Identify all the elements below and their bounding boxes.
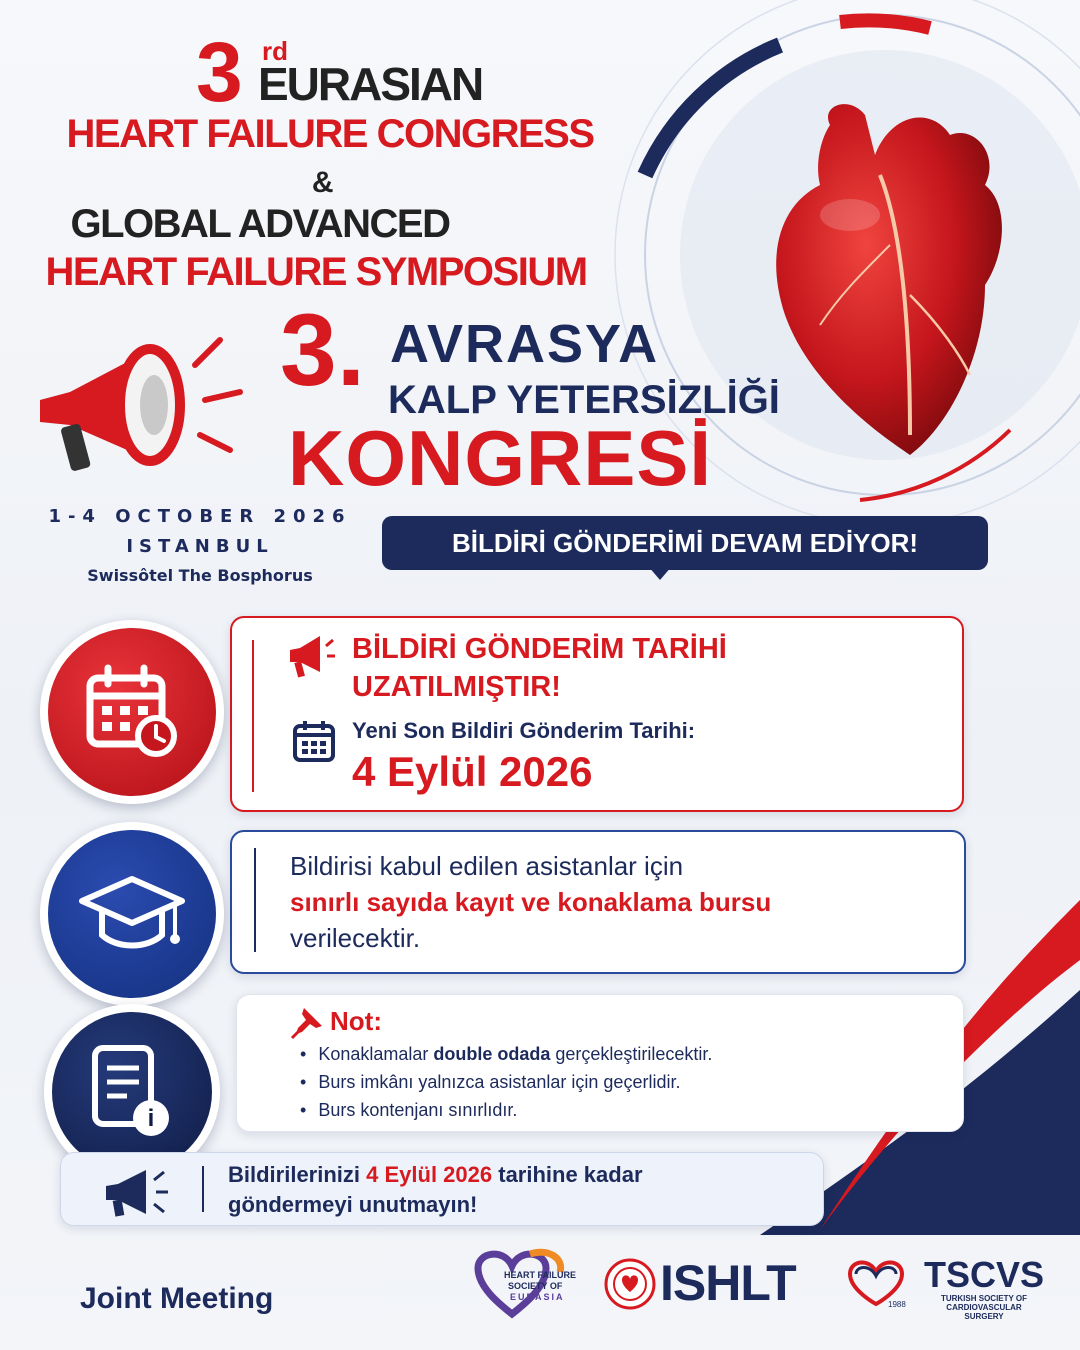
title-symposium: HEART FAILURE SYMPOSIUM bbox=[45, 250, 587, 294]
notes-list bbox=[300, 1040, 712, 1124]
event-venue: Swissôtel The Bosphorus bbox=[87, 566, 313, 585]
tscvs-year: 1988 bbox=[888, 1300, 906, 1309]
ishlt-logo: ISHLT bbox=[660, 1255, 796, 1311]
reminder-line2: göndermeyi unutmayın! bbox=[228, 1192, 478, 1217]
banner-pointer bbox=[648, 566, 672, 580]
list-item: • Burs kontenjanı sınırlıdır. bbox=[300, 1096, 712, 1124]
tscvs-logo: TSCVS bbox=[924, 1254, 1045, 1295]
tscvs-heart-icon bbox=[842, 1256, 922, 1308]
reminder-text bbox=[228, 1160, 643, 1220]
ordinal-suffix: rd bbox=[262, 36, 288, 66]
new-deadline-label: Yeni Son Bildiri Gönderim Tarihi: bbox=[352, 718, 696, 743]
joint-meeting-label: Joint Meeting bbox=[80, 1282, 274, 1315]
turkish-title-line2: KALP YETERSİZLİĞİ bbox=[388, 378, 780, 422]
deadline-heading-line2: UZATILMIŞTIR! bbox=[352, 671, 561, 703]
ordinal-number: 3 bbox=[196, 25, 243, 119]
tscvs-sub1: TURKISH SOCIETY OF bbox=[940, 1294, 1028, 1303]
calendar-clock-icon bbox=[82, 662, 182, 762]
note-text: gerçekleştirilecektir. bbox=[550, 1044, 713, 1064]
scholarship-text bbox=[290, 848, 771, 956]
hfse-logo bbox=[468, 1248, 576, 1324]
small-calendar-icon bbox=[292, 718, 336, 764]
title-eurasian: EURASIAN bbox=[258, 58, 483, 110]
notes-title: Not: bbox=[330, 1006, 382, 1036]
ishlt-seal-icon bbox=[604, 1258, 656, 1310]
list-item bbox=[300, 1040, 712, 1068]
reminder-date: 4 Eylül 2026 bbox=[366, 1162, 493, 1187]
note-emphasis: double odada bbox=[433, 1044, 551, 1064]
scholarship-line2: sınırlı sayıda kayıt ve konaklama bursu bbox=[290, 887, 772, 917]
scholarship-line1: Bildirisi kabul edilen asistanlar için bbox=[290, 851, 684, 881]
calendar-badge bbox=[40, 620, 224, 804]
event-city: ISTANBUL bbox=[126, 536, 274, 557]
scholarship-line3: verilecektir. bbox=[290, 923, 421, 953]
deadline-heading-line1: BİLDİRİ GÖNDERİM TARİHİ bbox=[352, 633, 727, 665]
deadline-heading bbox=[352, 630, 727, 706]
turkish-number: 3. bbox=[280, 293, 366, 407]
submission-banner: BİLDİRİ GÖNDERİMİ DEVAM EDİYOR! bbox=[382, 516, 988, 570]
svg-text:i: i bbox=[147, 1105, 155, 1132]
hfse-line2: SOCIETY OF bbox=[508, 1281, 563, 1291]
reminder-text-post: tarihine kadar bbox=[492, 1162, 643, 1187]
reminder-divider bbox=[202, 1166, 204, 1212]
tscvs-sub2: CARDIOVASCULAR SURGERY bbox=[946, 1303, 1022, 1321]
heart-illustration bbox=[760, 95, 1020, 465]
tscvs-subtitle bbox=[928, 1294, 1040, 1321]
title-ampersand: & bbox=[311, 166, 333, 199]
small-megaphone-icon bbox=[286, 632, 336, 680]
new-deadline-date: 4 Eylül 2026 bbox=[352, 748, 593, 795]
document-info-icon bbox=[87, 1042, 177, 1142]
title-global-advanced: GLOBAL ADVANCED bbox=[70, 202, 450, 246]
turkish-title-line1: AVRASYA bbox=[390, 314, 660, 374]
reminder-text-pre: Bildirilerinizi bbox=[228, 1162, 367, 1187]
pushpin-icon bbox=[290, 1006, 324, 1040]
graduation-badge bbox=[40, 822, 224, 1006]
turkish-title-line3: KONGRESİ bbox=[288, 414, 713, 502]
megaphone-icon bbox=[30, 330, 260, 480]
hfse-line3: EURASIA bbox=[510, 1292, 565, 1302]
reminder-megaphone-icon bbox=[100, 1164, 180, 1220]
event-dates: 1-4 OCTOBER 2026 bbox=[48, 506, 352, 527]
graduation-cap-icon bbox=[77, 869, 187, 959]
title-heart-failure-congress: HEART FAILURE CONGRESS bbox=[66, 112, 594, 156]
list-item: • Burs imkânı yalnızca asistanlar için geçerlidir. bbox=[300, 1068, 712, 1096]
hfse-line1: HEART FAILURE bbox=[504, 1270, 576, 1280]
card-divider bbox=[252, 640, 254, 792]
note-text: Konaklamalar bbox=[318, 1044, 434, 1064]
card-divider bbox=[254, 848, 256, 952]
